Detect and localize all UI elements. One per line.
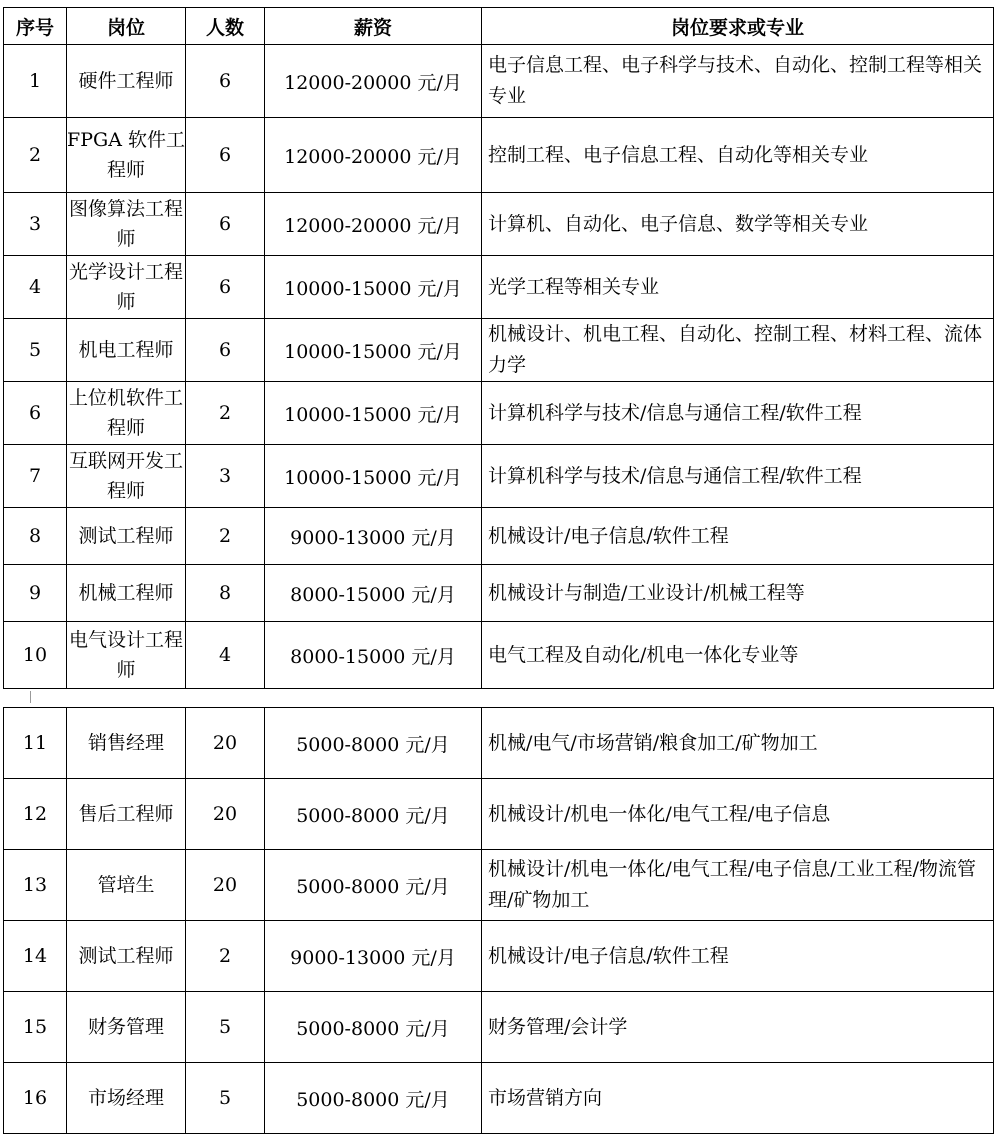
job-table-part-1 [3, 7, 994, 689]
cell-position: 电气设计工程师 [67, 622, 186, 689]
cell-requirement: 机械设计/机电一体化/电气工程/电子信息/工业工程/物流管理/矿物加工 [482, 850, 994, 921]
cell-salary: 10000-15000 元/月 [265, 382, 482, 445]
header-count: 人数 [186, 8, 265, 45]
cell-position: FPGA 软件工程师 [67, 118, 186, 193]
cell-count: 2 [186, 382, 265, 445]
cell-requirement: 机械设计/电子信息/软件工程 [482, 508, 994, 565]
table-row [4, 921, 994, 992]
cell-position: 测试工程师 [67, 921, 186, 992]
cell-position: 机械工程师 [67, 565, 186, 622]
table-row [4, 256, 994, 319]
cell-count: 3 [186, 445, 265, 508]
table-row [4, 565, 994, 622]
cell-salary: 9000-13000 元/月 [265, 921, 482, 992]
cell-no: 12 [4, 779, 67, 850]
cell-count: 6 [186, 118, 265, 193]
cell-salary: 10000-15000 元/月 [265, 445, 482, 508]
table-row [4, 992, 994, 1063]
cell-salary: 10000-15000 元/月 [265, 319, 482, 382]
cell-count: 20 [186, 708, 265, 779]
cell-count: 8 [186, 565, 265, 622]
cell-salary: 5000-8000 元/月 [265, 1063, 482, 1134]
cell-no: 1 [4, 45, 67, 118]
cell-count: 2 [186, 921, 265, 992]
cell-salary: 9000-13000 元/月 [265, 508, 482, 565]
cell-position: 机电工程师 [67, 319, 186, 382]
table-row [4, 319, 994, 382]
cell-requirement: 机械设计与制造/工业设计/机械工程等 [482, 565, 994, 622]
cell-no: 10 [4, 622, 67, 689]
cell-count: 5 [186, 1063, 265, 1134]
table-break-marker [30, 691, 36, 703]
table-row [4, 193, 994, 256]
cell-count: 6 [186, 319, 265, 382]
cell-requirement: 财务管理/会计学 [482, 992, 994, 1063]
cell-position: 财务管理 [67, 992, 186, 1063]
cell-no: 6 [4, 382, 67, 445]
cell-position: 互联网开发工程师 [67, 445, 186, 508]
cell-position: 测试工程师 [67, 508, 186, 565]
table-row [4, 382, 994, 445]
cell-count: 6 [186, 45, 265, 118]
table-row [4, 850, 994, 921]
cell-no: 16 [4, 1063, 67, 1134]
cell-requirement: 机械设计/电子信息/软件工程 [482, 921, 994, 992]
cell-no: 14 [4, 921, 67, 992]
cell-position: 光学设计工程师 [67, 256, 186, 319]
cell-requirement: 电子信息工程、电子科学与技术、自动化、控制工程等相关专业 [482, 45, 994, 118]
table-row [4, 779, 994, 850]
table-row [4, 1063, 994, 1134]
cell-position: 管培生 [67, 850, 186, 921]
cell-requirement: 机械/电气/市场营销/粮食加工/矿物加工 [482, 708, 994, 779]
table-row [4, 508, 994, 565]
cell-salary: 8000-15000 元/月 [265, 565, 482, 622]
cell-requirement: 市场营销方向 [482, 1063, 994, 1134]
table-header-row [4, 8, 994, 45]
cell-position: 硬件工程师 [67, 45, 186, 118]
cell-no: 4 [4, 256, 67, 319]
cell-salary: 5000-8000 元/月 [265, 779, 482, 850]
cell-salary: 12000-20000 元/月 [265, 45, 482, 118]
cell-salary: 5000-8000 元/月 [265, 992, 482, 1063]
cell-count: 6 [186, 256, 265, 319]
cell-requirement: 计算机、自动化、电子信息、数学等相关专业 [482, 193, 994, 256]
table-row [4, 118, 994, 193]
cell-count: 4 [186, 622, 265, 689]
job-table-part-2 [3, 707, 994, 1134]
cell-position: 上位机软件工程师 [67, 382, 186, 445]
cell-no: 3 [4, 193, 67, 256]
cell-count: 2 [186, 508, 265, 565]
cell-requirement: 控制工程、电子信息工程、自动化等相关专业 [482, 118, 994, 193]
table-row [4, 708, 994, 779]
cell-position: 售后工程师 [67, 779, 186, 850]
cell-position: 图像算法工程师 [67, 193, 186, 256]
cell-no: 7 [4, 445, 67, 508]
cell-salary: 5000-8000 元/月 [265, 708, 482, 779]
cell-no: 9 [4, 565, 67, 622]
cell-salary: 5000-8000 元/月 [265, 850, 482, 921]
table-row [4, 622, 994, 689]
cell-requirement: 计算机科学与技术/信息与通信工程/软件工程 [482, 382, 994, 445]
cell-salary: 10000-15000 元/月 [265, 256, 482, 319]
cell-no: 5 [4, 319, 67, 382]
header-no: 序号 [4, 8, 67, 45]
header-position: 岗位 [67, 8, 186, 45]
cell-requirement: 光学工程等相关专业 [482, 256, 994, 319]
cell-requirement: 电气工程及自动化/机电一体化专业等 [482, 622, 994, 689]
cell-requirement: 机械设计/机电一体化/电气工程/电子信息 [482, 779, 994, 850]
header-salary: 薪资 [265, 8, 482, 45]
table-row [4, 45, 994, 118]
cell-salary: 12000-20000 元/月 [265, 118, 482, 193]
cell-no: 11 [4, 708, 67, 779]
cell-no: 15 [4, 992, 67, 1063]
cell-count: 20 [186, 779, 265, 850]
cell-requirement: 机械设计、机电工程、自动化、控制工程、材料工程、流体力学 [482, 319, 994, 382]
header-requirement: 岗位要求或专业 [482, 8, 994, 45]
cell-count: 6 [186, 193, 265, 256]
cell-position: 销售经理 [67, 708, 186, 779]
cell-no: 2 [4, 118, 67, 193]
cell-salary: 8000-15000 元/月 [265, 622, 482, 689]
cell-position: 市场经理 [67, 1063, 186, 1134]
cell-no: 13 [4, 850, 67, 921]
cell-count: 20 [186, 850, 265, 921]
table-row [4, 445, 994, 508]
cell-no: 8 [4, 508, 67, 565]
cell-count: 5 [186, 992, 265, 1063]
cell-requirement: 计算机科学与技术/信息与通信工程/软件工程 [482, 445, 994, 508]
cell-salary: 12000-20000 元/月 [265, 193, 482, 256]
